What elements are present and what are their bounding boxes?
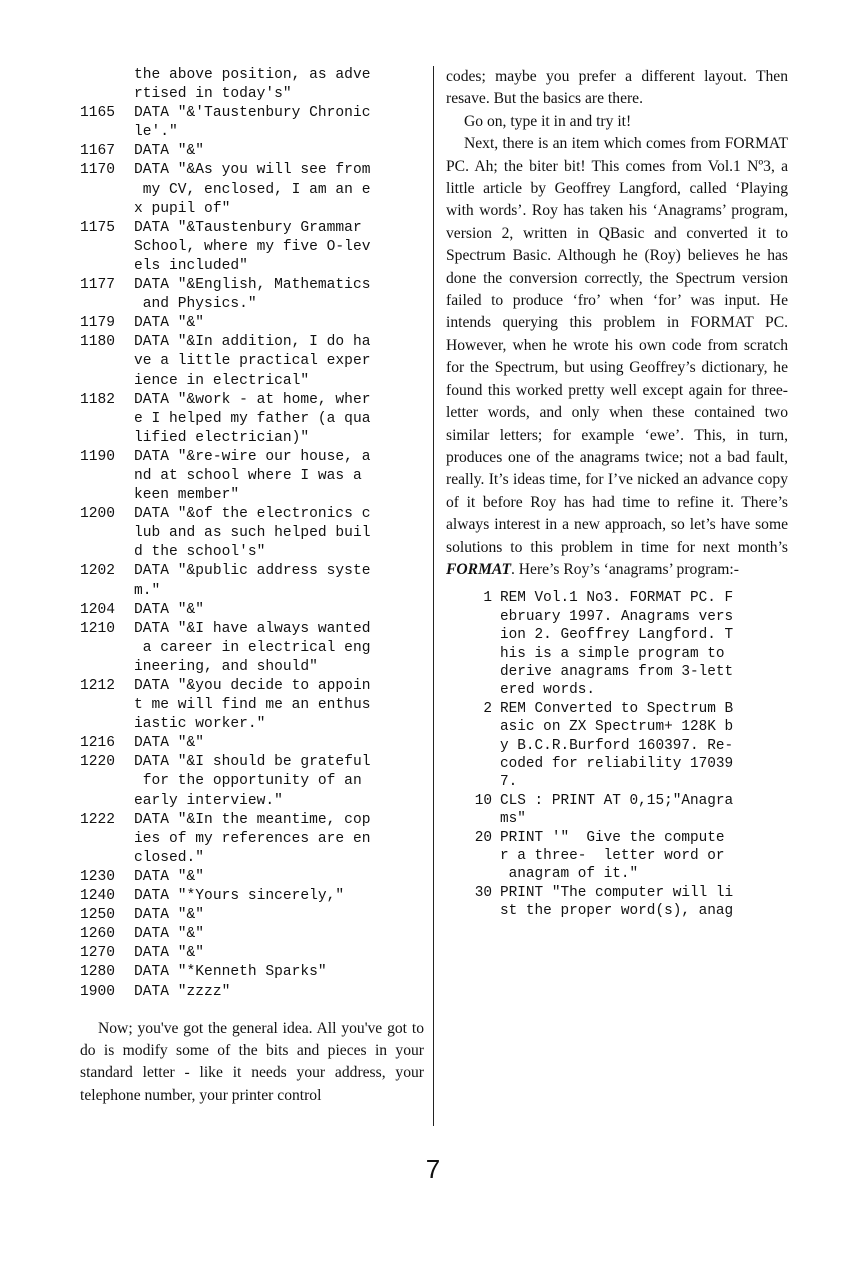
right-paragraph-1: codes; maybe you prefer a different layout. Then resave. But the basics are there. [446,68,788,108]
right-code-line [450,773,788,791]
left-line-number: 1182 [80,391,116,408]
left-code-line [80,314,424,333]
right-code-text: r a three- letter word or [500,848,725,865]
left-line-number: 1202 [80,563,116,580]
left-code-line [80,276,424,295]
left-column [80,66,424,1107]
right-paragraph-3-text: Next, there is an item which comes from FORMAT PC. Ah; the biter bit! This comes from Vol.1 Nº3, a little article by Geoffrey Langford, called ‘Playing with words’. Roy has taken his ‘Anagrams’ program, version 2, written in QBasic and converted it to Spectrum Basic. Although he (Roy) believes he has done the conversion correctly, the Spectrum version failed to produce ‘fro’ when ‘for’ was input. He intends querying this problem in FORMAT PC. However, when he wrote his own code from scratch for the Spectrum, but using Geoffrey’s dictionary, he found this worked pretty well except again for three-letter words, and only when these contained two similar letters; for example ‘ewe’. This, in turn, produces one of the anagrams twice; not a bad fault, really. It’s ideas time, for I’ve nicked an advance copy of it before Roy has had time to refine it. There’s always interest in a new approach, so let’s have some solutions to this problem in time for next month’s [446,135,788,556]
left-code-line [80,543,424,562]
left-code-line [80,372,424,391]
left-code-line [80,868,424,887]
right-code-line [450,829,788,847]
left-code-line [80,620,424,639]
right-code-text: his is a simple program to [500,645,725,662]
left-line-number: 1210 [80,620,116,637]
left-code-line [80,333,424,352]
left-line-number: 1190 [80,448,116,465]
left-code-text: keen member" [134,487,240,504]
left-line-number: 1260 [80,926,116,943]
left-code-text: ve a little practical exper [134,353,371,370]
left-line-number: 1212 [80,678,116,694]
left-code-text: DATA "&" [134,143,205,160]
right-code-line [450,884,788,902]
left-code-line [80,85,424,104]
right-code-text: REM Converted to Spectrum B [500,700,734,717]
left-code-text: the above position, as adve [134,67,371,83]
left-code-text: t me will find me an enthus [134,697,371,714]
left-line-number: 1165 [80,105,116,122]
right-paragraph-2: Go on, type it in and try it! [464,112,632,130]
right-code-line [450,645,788,663]
left-code-line [80,944,424,963]
left-code-line [80,639,424,658]
left-code-text: DATA "&As you will see from [134,162,371,179]
right-code-listing [450,589,788,920]
left-line-number: 1180 [80,334,116,351]
right-code-line [450,700,788,718]
left-code-line [80,792,424,811]
left-code-text: nd at school where I was a [134,467,362,484]
left-code-line [80,830,424,849]
left-line-number: 1170 [80,162,116,179]
right-line-number: 10 [474,792,492,809]
right-code-line [450,755,788,773]
left-code-line [80,582,424,601]
left-line-number: 1230 [80,868,116,885]
left-code-text: DATA "*Kenneth Sparks" [134,964,327,981]
left-line-number: 1250 [80,907,116,924]
left-line-number: 1204 [80,601,116,618]
right-code-text: derive anagrams from 3-lett [500,663,734,680]
left-code-line [80,906,424,925]
left-code-line [80,257,424,276]
right-column [446,66,788,921]
right-code-text: PRINT "The computer will li [500,884,734,901]
left-line-number: 1270 [80,945,116,962]
right-code-text: 7. [500,774,518,791]
left-code-line [80,811,424,830]
left-code-text: DATA "&" [134,907,205,924]
left-line-number: 1167 [80,143,116,160]
left-code-text: DATA "&'Taustenbury Chronic [134,105,371,122]
column-divider [433,66,434,1126]
right-code-text: anagram of it." [500,866,639,883]
right-code-line [450,737,788,755]
left-code-text: DATA "&I have always wanted [134,620,371,637]
format-magazine-name: FORMAT [446,560,511,578]
left-code-text: DATA "&In addition, I do ha [134,334,371,351]
right-code-line [450,810,788,828]
left-line-number: 1216 [80,735,116,752]
left-code-line [80,238,424,257]
right-code-text: REM Vol.1 No3. FORMAT PC. F [500,590,734,607]
left-code-line [80,601,424,620]
left-code-text: DATA "&work - at home, wher [134,391,371,408]
left-code-text: a career in electrical eng [134,639,371,656]
left-line-number: 1240 [80,888,116,905]
left-line-number: 1200 [80,506,116,523]
right-code-text: y B.C.R.Burford 160397. Re- [500,737,734,754]
left-code-text: School, where my five O-lev [134,238,371,255]
left-code-line [80,123,424,142]
right-code-line [450,626,788,644]
left-code-line [80,391,424,410]
left-code-text: DATA "&" [134,735,205,752]
left-code-line [80,963,424,982]
left-code-text: d the school's" [134,544,266,561]
left-code-line [80,467,424,486]
left-code-text: ineering, and should" [134,658,318,675]
left-code-text: DATA "&" [134,868,205,885]
left-code-line [80,486,424,505]
left-line-number [80,66,134,85]
left-code-text: early interview." [134,792,283,809]
right-code-line [450,792,788,810]
right-code-line [450,865,788,883]
left-line-number: 1175 [80,219,116,236]
left-code-line [80,352,424,371]
left-code-text: DATA "&you decide to appoin [134,678,371,694]
left-code-text: iastic worker." [134,716,266,733]
left-code-line [80,925,424,944]
left-line-number: 1179 [80,315,116,332]
left-code-line [80,715,424,734]
left-code-line [80,658,424,677]
left-code-text: my CV, enclosed, I am an e [134,181,371,198]
left-code-text: lub and as such helped buil [134,525,371,542]
right-paragraph-3-ending: . Here’s Roy’s ‘anagrams’ program:- [511,560,739,578]
left-code-line [80,849,424,868]
left-line-number: 1177 [80,277,116,294]
right-code-text: ered words. [500,682,595,699]
left-code-line [80,562,424,581]
left-code-text: DATA "&" [134,945,205,962]
right-code-text: ebruary 1997. Anagrams vers [500,608,734,625]
left-code-line [80,142,424,161]
left-code-text: ience in electrical" [134,372,310,389]
left-code-line [80,734,424,753]
right-line-number: 1 [483,590,492,607]
left-code-text: DATA "*Yours sincerely," [134,888,345,905]
left-code-line [80,772,424,791]
left-code-text: DATA "&English, Mathematics [134,277,371,294]
left-code-text: x pupil of" [134,200,231,217]
right-code-text: asic on ZX Spectrum+ 128K b [500,719,734,736]
right-code-line [450,718,788,736]
right-code-text: CLS : PRINT AT 0,15;"Anagra [500,792,734,809]
right-code-text: st the proper word(s), anag [500,903,734,920]
left-code-text: for the opportunity of an [134,773,362,790]
left-code-line [80,524,424,543]
left-code-text: DATA "&" [134,926,205,943]
right-code-line [450,663,788,681]
left-code-line [80,753,424,772]
left-code-line [80,677,424,696]
left-code-line [80,448,424,467]
right-line-number: 20 [474,829,492,846]
left-code-line [80,887,424,906]
left-code-line [80,161,424,180]
left-code-line [80,983,424,1002]
left-code-text: DATA "&In the meantime, cop [134,811,371,828]
left-code-text: lified electrician)" [134,429,310,446]
left-code-text: els included" [134,257,248,274]
left-code-line [80,295,424,314]
left-code-text: DATA "&re-wire our house, a [134,448,371,465]
left-code-text: closed." [134,849,205,866]
left-code-text: rtised in today's" [134,86,292,103]
right-paragraph-3 [446,133,788,581]
right-code-line [450,847,788,865]
left-code-line [80,410,424,429]
page-number: 7 [425,1154,441,1184]
left-code-line [80,505,424,524]
left-code-text: e I helped my father (a qua [134,410,371,427]
left-line-number: 1900 [80,983,116,1000]
right-code-line [450,902,788,920]
right-code-text: ion 2. Geoffrey Langford. T [500,627,734,644]
left-code-text: m." [134,582,161,599]
right-code-text: ms" [500,811,526,828]
left-line-number: 1222 [80,811,116,828]
left-code-text: DATA "&Taustenbury Grammar [134,219,362,236]
right-code-text: coded for reliability 17039 [500,756,734,772]
left-code-text: and Physics." [134,296,257,313]
right-line-number: 2 [483,700,492,717]
right-code-line [450,681,788,699]
right-code-line [450,608,788,626]
left-code-line [80,219,424,238]
right-code-text: PRINT '" Give the compute [500,829,725,846]
left-line-number: 1280 [80,964,116,981]
left-line-number: 1220 [80,754,116,771]
right-code-line [450,589,788,607]
left-code-line [80,104,424,123]
left-code-text: DATA "&" [134,315,205,332]
left-code-line [80,181,424,200]
left-code-listing [80,66,424,1002]
left-code-line [80,66,424,85]
left-code-text: DATA "&" [134,601,205,618]
left-code-text: le'." [134,124,178,141]
left-code-text: DATA "&I should be grateful [134,754,371,771]
right-line-number: 30 [474,884,492,901]
left-code-text: DATA "zzzz" [134,983,231,1000]
left-code-line [80,429,424,448]
left-code-text: DATA "&public address syste [134,563,371,580]
left-code-line [80,200,424,219]
left-code-text: ies of my references are en [134,830,371,847]
left-paragraph: Now; you've got the general idea. All you've got to do is modify some of the bits and pieces in your standard letter - like it needs your address, your telephone number, your printer control [80,1019,424,1104]
left-code-line [80,696,424,715]
left-code-text: DATA "&of the electronics c [134,506,371,523]
